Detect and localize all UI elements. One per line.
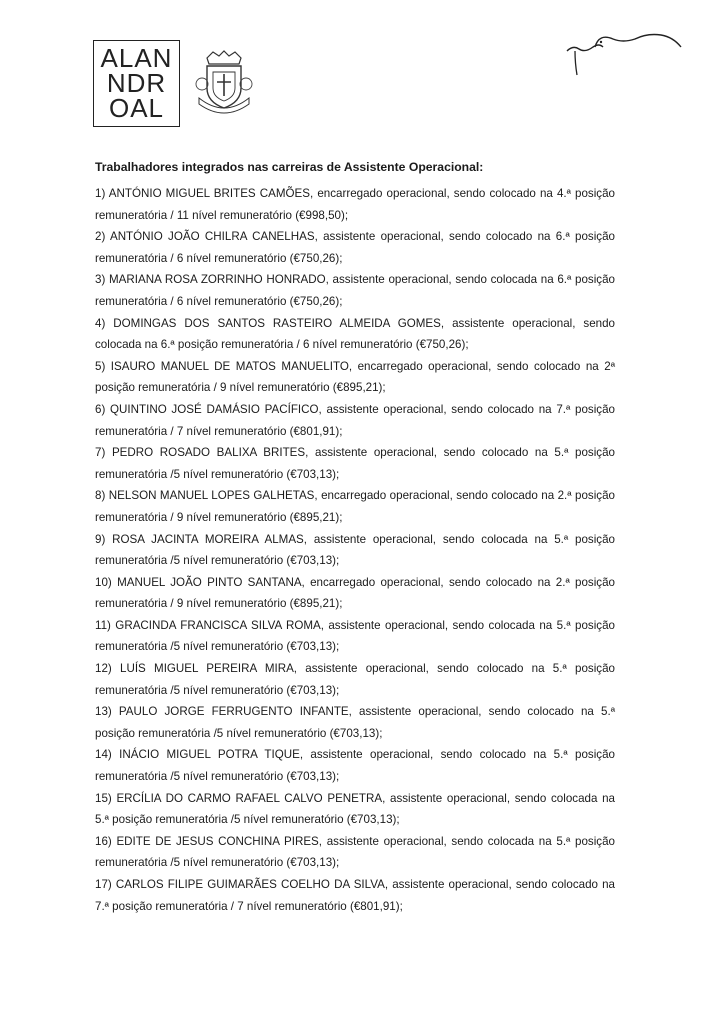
list-item: 1) ANTÓNIO MIGUEL BRITES CAMÕES, encarregado operacional, sendo colocado na 4.ª posição remuneratória / 11 nível remuneratório (€998,50); bbox=[95, 187, 615, 222]
list-item: 10) MANUEL JOÃO PINTO SANTANA, encarregado operacional, sendo colocado na 2.ª posição remuneratória / 9 nível remuneratório (€895,21); bbox=[95, 575, 615, 611]
list-item: 6) QUINTINO JOSÉ DAMÁSIO PACÍFICO, assistente operacional, sendo colocado na 7.ª posição remuneratória / 7 nível remuneratório (€801,91); bbox=[95, 402, 615, 438]
list-item: 5) ISAURO MANUEL DE MATOS MANUELITO, encarregado operacional, sendo colocado na 2ª posição remuneratória / 9 nível remuneratório (€895,21); bbox=[95, 359, 615, 395]
list-item: 2) ANTÓNIO JOÃO CHILRA CANELHAS, assistente operacional, sendo colocado na 6.ª posição remuneratória / 6 nível remuneratório (€750,26); bbox=[95, 230, 615, 265]
list-item: 7) PEDRO ROSADO BALIXA BRITES, assistente operacional, sendo colocado na 5.ª posição remuneratória /5 nível remuneratório (€703,13); bbox=[95, 446, 615, 481]
logo-line: NDR bbox=[106, 68, 167, 98]
list-item: 13) PAULO JORGE FERRUGENTO INFANTE, assistente operacional, sendo colocado na 5.ª posição remuneratória /5 nível remuneratório (€703,13); bbox=[95, 705, 615, 740]
logo-line: OAL bbox=[108, 93, 165, 123]
list-item: 12) LUÍS MIGUEL PEREIRA MIRA, assistente operacional, sendo colocado na 5.ª posição remuneratória /5 nível remuneratório (€703,13); bbox=[95, 662, 615, 697]
handwritten-signature bbox=[565, 25, 685, 80]
list-item: 9) ROSA JACINTA MOREIRA ALMAS, assistente operacional, sendo colocada na 5.ª posição remuneratória /5 nível remuneratório (€703,13); bbox=[95, 532, 615, 568]
list-item: 16) EDITE DE JESUS CONCHINA PIRES, assistente operacional, sendo colocada na 5.ª posição remuneratória /5 nível remuneratório (€703,13); bbox=[95, 834, 615, 870]
municipal-crest-icon bbox=[193, 50, 255, 120]
list-item: 14) INÁCIO MIGUEL POTRA TIQUE, assistente operacional, sendo colocado na 5.ª posição remuneratória /5 nível remuneratório (€703,13); bbox=[95, 748, 615, 784]
alandroal-logo bbox=[93, 40, 180, 127]
logo-line: ALAN bbox=[100, 43, 173, 73]
list-item: 11) GRACINDA FRANCISCA SILVA ROMA, assistente operacional, sendo colocada na 5.ª posição remuneratória /5 nível remuneratório (€703,13); bbox=[95, 618, 615, 654]
list-item: 17) CARLOS FILIPE GUIMARÃES COELHO DA SILVA, assistente operacional, sendo colocado na 7.ª posição remuneratória / 7 nível remuneratório (€801,91); bbox=[95, 878, 615, 913]
document-body bbox=[95, 160, 615, 917]
section-heading: Trabalhadores integrados nas carreiras de Assistente Operacional: bbox=[95, 160, 484, 174]
list-item: 8) NELSON MANUEL LOPES GALHETAS, encarregado operacional, sendo colocado na 2.ª posição remuneratória / 9 nível remuneratório (€895,21); bbox=[95, 489, 615, 524]
list-item: 4) DOMINGAS DOS SANTOS RASTEIRO ALMEIDA GOMES, assistente operacional, sendo colocada na 6.ª posição remuneratória / 6 nível remuneratório (€750,26); bbox=[95, 316, 615, 352]
list-item: 15) ERCÍLIA DO CARMO RAFAEL CALVO PENETRA, assistente operacional, sendo colocada na 5.ª posição remuneratória /5 nível remuneratório (€703,13); bbox=[95, 791, 615, 827]
list-item: 3) MARIANA ROSA ZORRINHO HONRADO, assistente operacional, sendo colocada na 6.ª posição remuneratória / 6 nível remuneratório (€750,26); bbox=[95, 273, 615, 308]
